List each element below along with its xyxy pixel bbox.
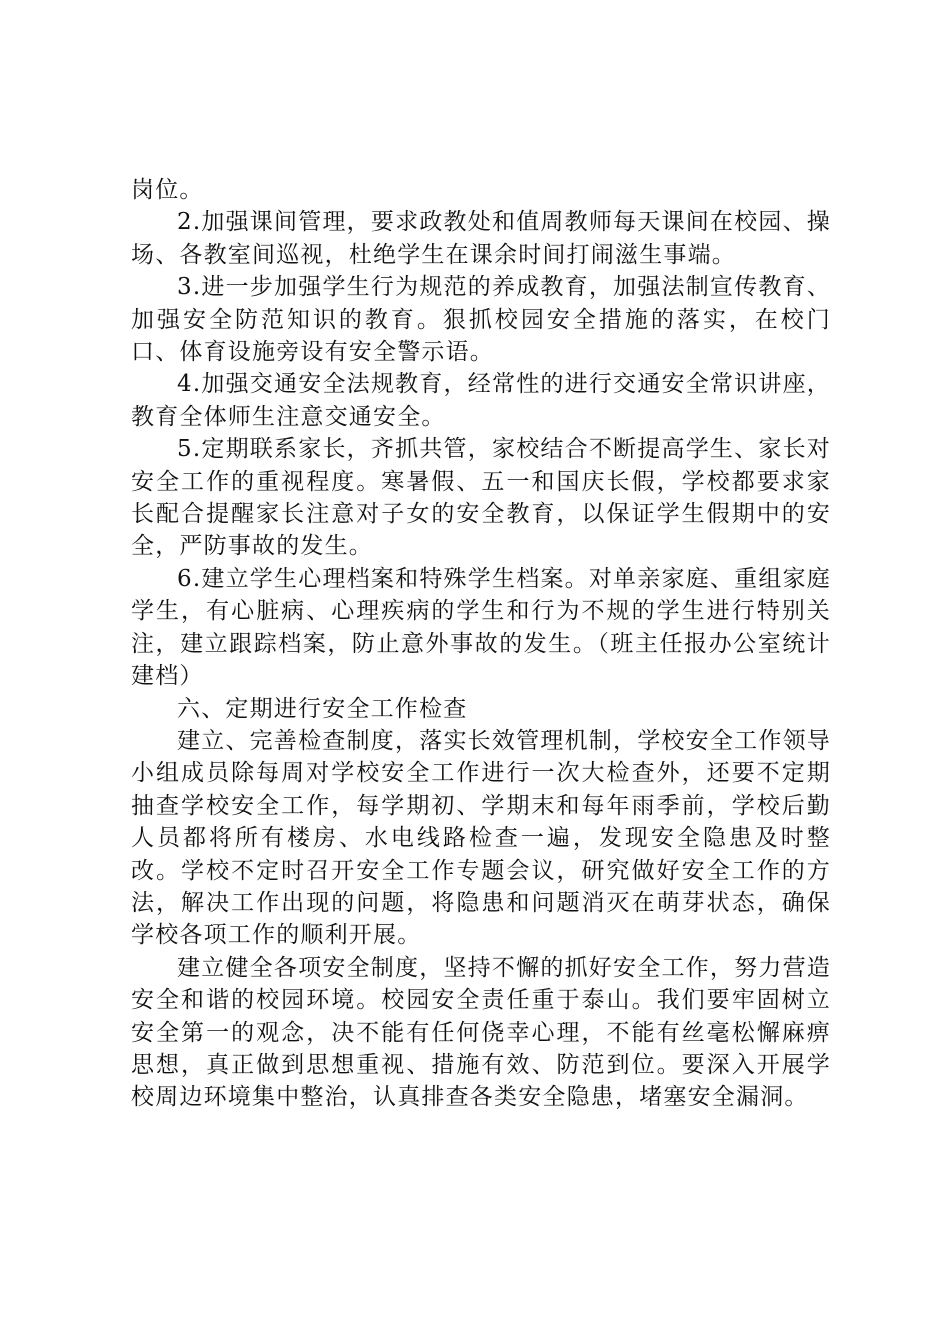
paragraph-continuation: 岗位。 [131, 177, 204, 203]
section-heading-6: 六、定期进行安全工作检查 [177, 695, 468, 722]
paragraph-item-3: 3.进一步加强学生行为规范的养成教育，加强法制宣传教育、加强安全防范知识的教育。狠抓校园安全措施的落实，在校门口、体育设施旁设有安全警示语。 [131, 274, 831, 366]
paragraph-item-4: 4.加强交通安全法规教育，经常性的进行交通安全常识讲座，教育全体师生注意交通安全。 [131, 371, 831, 430]
paragraph-item-5: 5.定期联系家长，齐抓共管，家校结合不断提高学生、家长对安全工作的重视程度。寒暑假、五一和国庆长假，学校都要求家长配合提醒家长注意对子女的安全教育，以保证学生假期中的安全，严防事故的发生。 [131, 436, 831, 560]
document-body [131, 174, 831, 1114]
paragraph-inspection: 建立、完善检查制度，落实长效管理机制，学校安全工作领导小组成员除每周对学校安全工作进行一次大检查外，还要不定期抽查学校安全工作，每学期初、学期末和每年雨季前，学校后勤人员都将所有楼房、水电线路检查一遍，发现安全隐患及时整改。学校不定时召开安全工作专题会议，研究做好安全工作的方法，解决工作出现的问题，将隐患和问题消灭在萌芽状态，确保学校各项工作的顺利开展。 [131, 727, 831, 949]
paragraph-conclusion: 建立健全各项安全制度，坚持不懈的抓好安全工作，努力营造安全和谐的校园环境。校园安全责任重于泰山。我们要牢固树立安全第一的观念，决不能有任何侥幸心理，不能有丝毫松懈麻痹思想，真正做到思想重视、措施有效、防范到位。要深入开展学校周边环境集中整治，认真排查各类安全隐患，堵塞安全漏洞。 [131, 954, 831, 1111]
paragraph-item-6: 6.建立学生心理档案和特殊学生档案。对单亲家庭、重组家庭学生，有心脏病、心理疾病的学生和行为不规的学生进行特别关注，建立跟踪档案，防止意外事故的发生。（班主任报办公室统计建档） [131, 565, 831, 690]
paragraph-item-2: 2.加强课间管理，要求政教处和值周教师每天课间在校园、操场、各教室间巡视，杜绝学生在课余时间打闹滋生事端。 [131, 209, 831, 268]
